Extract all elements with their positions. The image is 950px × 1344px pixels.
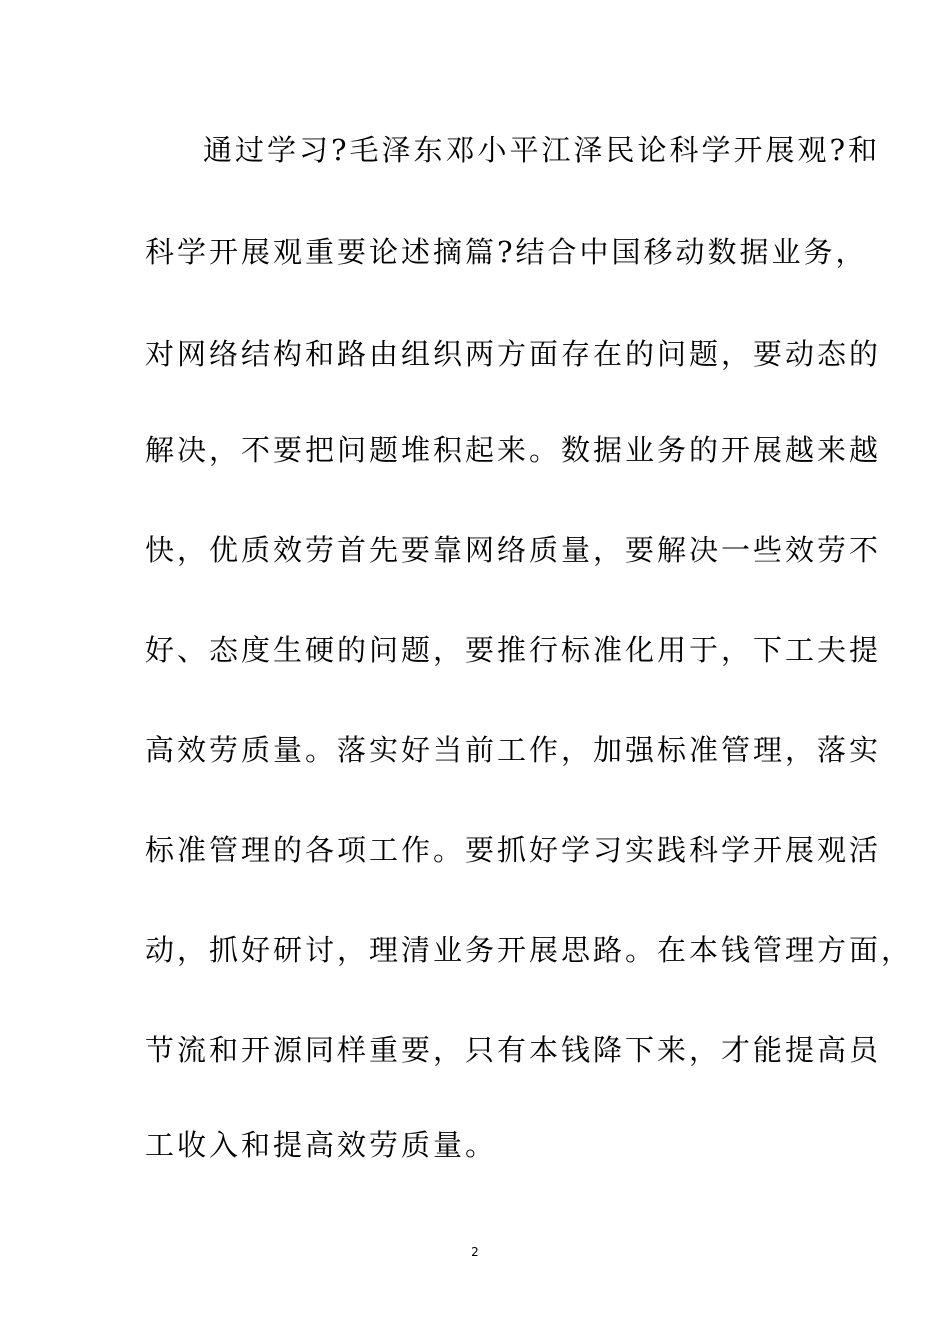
paragraph-line-1: 通过学习?毛泽东邓小平江泽民论科学开展观?和 <box>203 133 881 167</box>
paragraph-line-4: 解决，不要把问题堆积起来。数据业务的开展越来越 <box>145 433 882 467</box>
paragraph-line-3: 对网络结构和路由组织两方面存在的问题，要动态的 <box>145 337 882 371</box>
paragraph-line-9: 动，抓好研讨，理清业务开展思路。在本钱管理方面， <box>145 933 914 967</box>
paragraph-line-6: 好、态度生硬的问题，要推行标准化用于，下工夫提 <box>145 633 882 667</box>
paragraph-line-7: 高效劳质量。落实好当前工作，加强标准管理，落实 <box>145 733 882 767</box>
page-number: 2 <box>471 1245 479 1259</box>
paragraph-line-11: 工收入和提高效劳质量。 <box>145 1128 498 1162</box>
paragraph-line-8: 标准管理的各项工作。要抓好学习实践科学开展观活 <box>145 833 882 867</box>
paragraph-line-10: 节流和开源同样重要，只有本钱降下来，才能提高员 <box>145 1033 882 1067</box>
paragraph-line-2: 科学开展观重要论述摘篇?结合中国移动数据业务， <box>145 235 868 269</box>
paragraph-line-5: 快，优质效劳首先要靠网络质量，要解决一些效劳不 <box>145 533 882 567</box>
